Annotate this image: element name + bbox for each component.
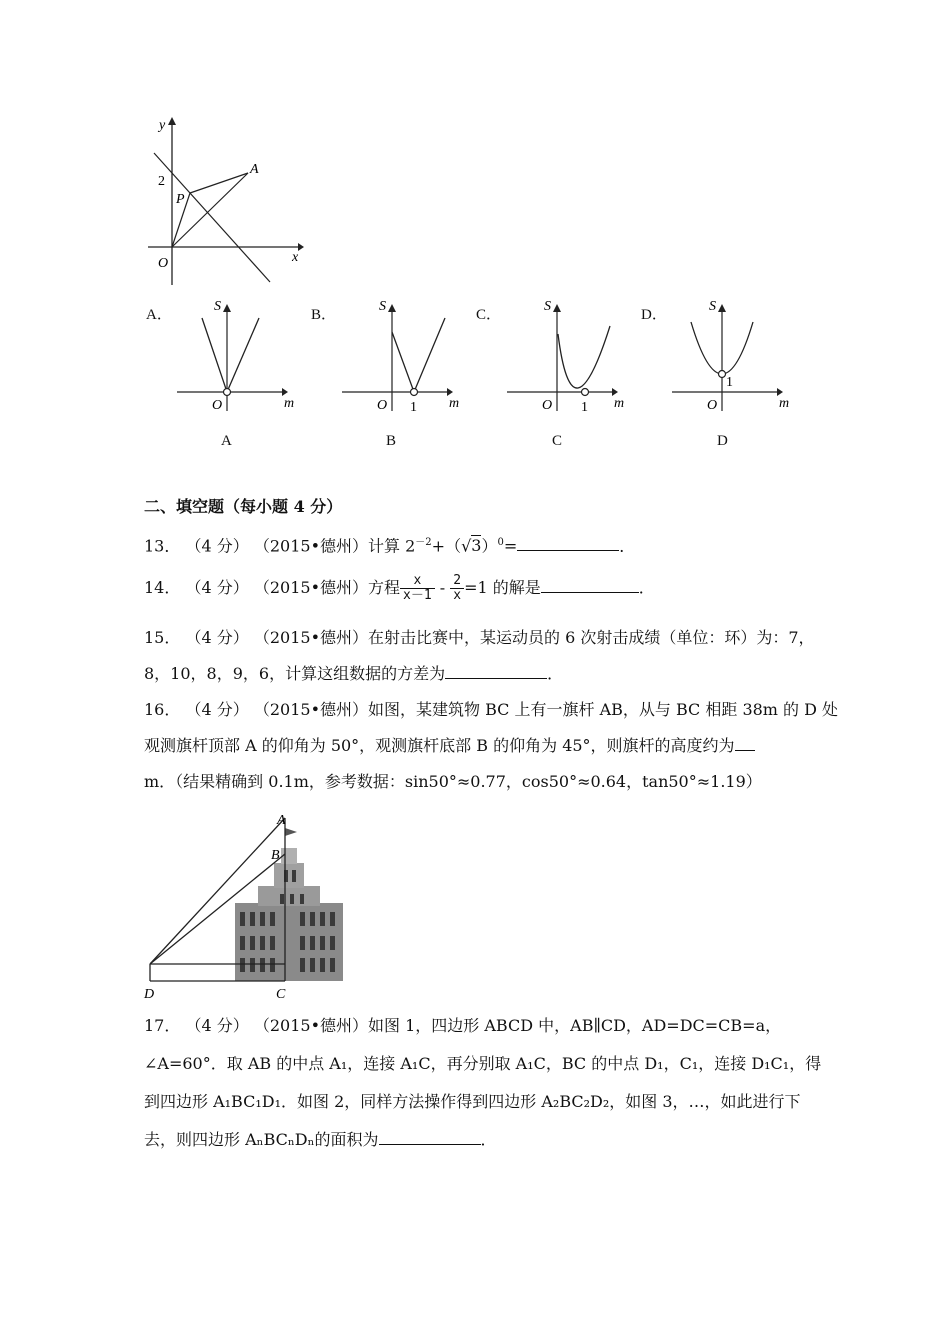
s-label: S — [544, 299, 551, 314]
q15-end: ． — [547, 664, 564, 683]
q15-score: （4 分） — [185, 628, 249, 647]
q15-line-1-text: 在射击比赛中，某运动员的 6 次射击成绩（单位：环）为：7， — [368, 628, 815, 647]
graph-parabola — [558, 326, 610, 388]
origin-label: O — [158, 256, 169, 271]
question-14 — [144, 571, 655, 605]
q13-text-b: +（ — [431, 536, 462, 556]
question-16-line-3 — [144, 771, 762, 793]
tick-1-label: 1 — [410, 400, 417, 415]
option-a-letter: A． — [146, 307, 172, 323]
q13-text-c: ） — [481, 536, 498, 556]
y-label: y — [159, 118, 166, 133]
point-a-label: A — [277, 813, 286, 828]
graph-left-branch — [392, 332, 414, 392]
point-c-label: C — [276, 987, 286, 1002]
q15-line-2-text: 8，10，8，9，6，计算这组数据的方差为 — [144, 664, 446, 683]
point-p-label: P — [176, 192, 185, 207]
option-c-graph — [502, 296, 632, 421]
q16-line-1-text: 如图，某建筑物 BC 上有一旗杆 AB，从与 BC 相距 38m 的 D 处 — [368, 700, 839, 719]
section-title: 二、填空题（每小题 4 分） — [144, 497, 343, 516]
q16-line-2-text: 观测旗杆顶部 A 的仰角为 50°，观测旗杆底部 B 的仰角为 45°，则旗杆的高度约为 — [144, 736, 735, 755]
question-17-line-3 — [144, 1091, 801, 1113]
q13-score: （4 分） — [185, 536, 249, 556]
open-point — [719, 371, 726, 378]
q14-end: ． — [638, 578, 655, 597]
axis-m-arrow — [612, 388, 618, 396]
q13-source: （2015•德州） — [253, 536, 369, 556]
tick-1-label: 1 — [726, 375, 733, 390]
segment-pa — [190, 173, 248, 193]
x-axis-arrow — [298, 243, 304, 251]
coordinate-figure — [148, 115, 313, 290]
open-point — [582, 389, 589, 396]
question-13 — [144, 532, 635, 557]
o-label: O — [707, 398, 718, 413]
s-label: S — [214, 299, 221, 314]
q14-minus: - — [434, 578, 451, 597]
q13-radicand: 3 — [471, 536, 482, 556]
m-label: m — [449, 396, 460, 411]
question-16-line-1 — [144, 699, 838, 721]
q16-number: 16． — [144, 700, 181, 719]
o-label: O — [542, 398, 553, 413]
segment-oa — [172, 173, 248, 247]
q14-f1-num: x — [400, 574, 435, 589]
tick-2-label: 2 — [158, 174, 165, 189]
option-b-letter: B． — [311, 307, 337, 323]
q16-source: （2015•德州） — [253, 700, 369, 719]
q13-exponent-0: 0 — [497, 537, 504, 548]
q14-f2-den: x — [453, 588, 462, 603]
q16-answer-blank[interactable] — [735, 736, 755, 751]
option-b-graph — [337, 296, 467, 421]
q13-number: 13． — [144, 536, 181, 556]
q14-score: （4 分） — [185, 578, 249, 597]
q17-answer-blank[interactable] — [379, 1130, 481, 1145]
open-point — [224, 389, 231, 396]
o-label: O — [212, 398, 223, 413]
q16-line-3-text: m．（结果精确到 0.1m，参考数据：sin50°≈0.77，cos50°≈0.64，tan50°≈1.19） — [144, 772, 762, 791]
axis-s-arrow — [388, 304, 396, 312]
m-label: m — [614, 396, 625, 411]
q15-number: 15． — [144, 628, 181, 647]
point-b-label: B — [271, 848, 280, 863]
m-label: m — [284, 396, 295, 411]
q13-end: ． — [619, 536, 636, 556]
graph-right-branch — [414, 318, 445, 392]
question-17-line-1 — [144, 1015, 781, 1037]
question-15-line-1 — [144, 627, 815, 649]
q17-line-3-text: 到四边形 A₁BC₁D₁．如图 2，同样方法操作得到四边形 A₂BC₂D₂，如图 3，…，如此进行下 — [144, 1092, 801, 1111]
q15-source: （2015•德州） — [253, 628, 369, 647]
y-axis-arrow — [168, 117, 176, 125]
option-d-caption: D — [717, 433, 728, 449]
q13-text-d: = — [503, 536, 518, 556]
tick-1-label: 1 — [581, 400, 588, 415]
q17-source: （2015•德州） — [253, 1016, 369, 1035]
point-a-label: A — [250, 162, 259, 177]
q16-score: （4 分） — [185, 700, 249, 719]
axis-s-arrow — [718, 304, 726, 312]
axis-m-arrow — [447, 388, 453, 396]
q14-f1-den: x－1 — [403, 588, 432, 603]
flag — [285, 828, 297, 836]
axis-m-arrow — [282, 388, 288, 396]
question-15-line-2 — [144, 663, 563, 685]
option-a-graph — [172, 296, 302, 421]
question-17-line-4 — [144, 1129, 497, 1151]
flagpole-building-figure — [140, 808, 355, 1003]
q17-score: （4 分） — [185, 1016, 249, 1035]
building-image — [235, 848, 343, 981]
option-a-caption: A — [221, 433, 232, 449]
q13-text-a: 计算 2 — [368, 536, 416, 556]
axis-m-arrow — [777, 388, 783, 396]
option-d-graph — [667, 296, 797, 421]
q15-answer-blank[interactable] — [445, 664, 547, 679]
x-label: x — [292, 250, 299, 265]
q17-line-4-text: 去，则四边形 AₙBCₙDₙ的面积为 — [144, 1130, 379, 1149]
s-label: S — [379, 299, 386, 314]
q13-sqrt-sign: √ — [461, 536, 472, 556]
point-d-label: D — [144, 987, 155, 1002]
option-c-letter: C． — [476, 307, 502, 323]
option-d-letter: D． — [641, 307, 667, 323]
q14-fraction-1 — [400, 574, 435, 603]
axis-s-arrow — [553, 304, 561, 312]
q14-text-b: =1 的解是 — [464, 578, 541, 597]
s-label: S — [709, 299, 716, 314]
graph-left-branch — [202, 318, 227, 392]
question-17-line-2 — [144, 1053, 821, 1075]
q14-f2-num: 2 — [450, 574, 464, 589]
axis-s-arrow — [223, 304, 231, 312]
q14-text-a: 方程 — [368, 578, 401, 597]
question-16-line-2 — [144, 735, 755, 757]
q17-line-2-text: ∠A=60°．取 AB 的中点 A₁，连接 A₁C，再分别取 A₁C，BC 的中点 D₁，C₁，连接 D₁C₁，得 — [144, 1054, 822, 1073]
open-point — [411, 389, 418, 396]
q13-answer-blank[interactable] — [517, 536, 619, 551]
o-label: O — [377, 398, 388, 413]
q17-end: ． — [480, 1130, 497, 1149]
graph-right-branch — [227, 318, 259, 392]
q14-answer-blank[interactable] — [541, 578, 639, 593]
q14-source: （2015•德州） — [253, 578, 369, 597]
q14-fraction-2 — [450, 574, 464, 603]
q14-number: 14． — [144, 578, 181, 597]
m-label: m — [779, 396, 790, 411]
q17-number: 17． — [144, 1016, 181, 1035]
option-c-caption: C — [552, 433, 563, 449]
q17-line-1-text: 如图 1，四边形 ABCD 中，AB∥CD，AD=DC=CB=a， — [368, 1016, 782, 1035]
q13-exponent: －2 — [415, 537, 432, 548]
option-b-caption: B — [386, 433, 397, 449]
